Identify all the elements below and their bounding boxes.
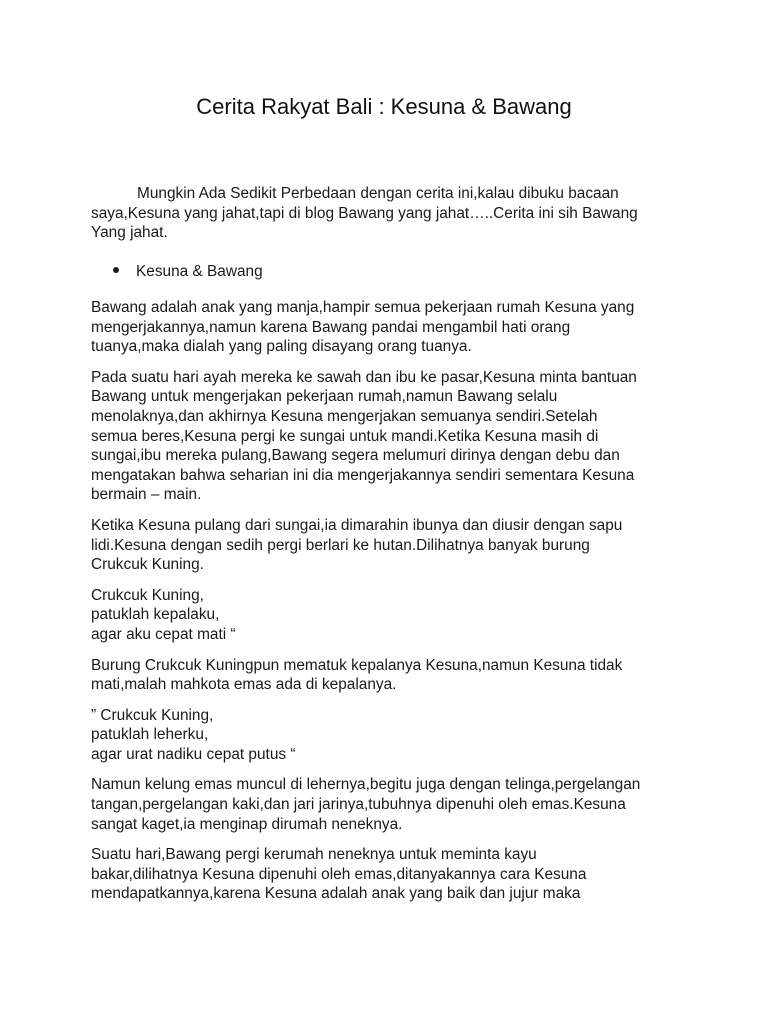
text-line: Ketika Kesuna pulang dari sungai,ia dimarahin ibunya dan diusir dengan sapu bbox=[91, 516, 623, 534]
text-line: lidi.Kesuna dengan sedih pergi berlari ke hutan.Dilihatnya banyak burung bbox=[91, 536, 590, 554]
paragraph bbox=[91, 368, 691, 505]
text-line: mendapatkannya,karena Kesuna adalah anak yang baik dan jujur maka bbox=[91, 885, 581, 903]
paragraph bbox=[91, 656, 691, 695]
text-line: mengerjakannya,namun karena Bawang pandai mengambil hati orang bbox=[91, 318, 571, 336]
text-line: mengatakan bahwa seharian ini dia mengerjakannya sendiri sementara Kesuna bbox=[91, 466, 635, 484]
intro-paragraph bbox=[91, 184, 691, 243]
text-line: bermain – main. bbox=[91, 486, 202, 504]
text-line: sangat kaget,ia menginap dirumah neneknya. bbox=[91, 815, 403, 833]
text-line: patuklah kepalaku, bbox=[91, 606, 220, 624]
paragraph bbox=[91, 516, 691, 575]
text-line: Burung Crukcuk Kuningpun mematuk kepalanya Kesuna,namun Kesuna tidak bbox=[91, 656, 623, 674]
text-line: sungai,ibu mereka pulang,Bawang segera melumuri dirinya dengan debu dan bbox=[91, 447, 620, 465]
text-line: tuanya,maka dialah yang paling disayang orang tuanya. bbox=[91, 338, 472, 356]
text-line: patuklah leherku, bbox=[91, 726, 209, 744]
bullet-dot-icon bbox=[113, 267, 119, 273]
text-line: Crukcuk Kuning, bbox=[91, 586, 204, 604]
text-line: Crukcuk Kuning. bbox=[91, 556, 204, 574]
document-title: Cerita Rakyat Bali : Kesuna & Bawang bbox=[196, 94, 572, 119]
intro-line: Mungkin Ada Sedikit Perbedaan dengan cerita ini,kalau dibuku bacaan bbox=[137, 185, 619, 202]
text-line: ” Crukcuk Kuning, bbox=[91, 706, 214, 724]
text-line: semua beres,Kesuna pergi ke sungai untuk mandi.Ketika Kesuna masih di bbox=[91, 427, 599, 445]
text-line: agar urat nadiku cepat putus “ bbox=[91, 745, 296, 763]
verse bbox=[91, 586, 691, 645]
text-line: agar aku cepat mati “ bbox=[91, 625, 236, 643]
paragraph bbox=[91, 298, 691, 357]
paragraph bbox=[91, 845, 691, 904]
text-line: menolaknya,dan akhirnya Kesuna mengerjakan semuanya sendiri.Setelah bbox=[91, 407, 598, 425]
intro-line: Yang jahat. bbox=[91, 224, 168, 242]
story-body bbox=[91, 298, 691, 915]
text-line: tangan,pergelangan kaki,dan jari jarinya,tubuhnya dipenuhi oleh emas.Kesuna bbox=[91, 796, 626, 814]
text-line: Bawang adalah anak yang manja,hampir semua pekerjaan rumah Kesuna yang bbox=[91, 299, 635, 316]
paragraph bbox=[91, 775, 691, 834]
text-line: mati,malah mahkota emas ada di kepalanya. bbox=[91, 676, 397, 694]
text-line: bakar,dilihatnya Kesuna dipenuhi oleh emas,ditanyakannya cara Kesuna bbox=[91, 865, 587, 883]
verse bbox=[91, 706, 691, 765]
intro-line: saya,Kesuna yang jahat,tapi di blog Bawang yang jahat…..Cerita ini sih Bawang bbox=[91, 204, 638, 222]
text-line: Suatu hari,Bawang pergi kerumah neneknya untuk meminta kayu bbox=[91, 846, 537, 864]
text-line: Namun kelung emas muncul di lehernya,begitu juga dengan telinga,pergelangan bbox=[91, 776, 641, 794]
bullet-item bbox=[113, 262, 263, 282]
text-line: Bawang untuk mengerjakan pekerjaan rumah,namun Bawang selalu bbox=[91, 388, 558, 406]
bullet-label: Kesuna & Bawang bbox=[136, 263, 263, 280]
text-line: Pada suatu hari ayah mereka ke sawah dan ibu ke pasar,Kesuna minta bantuan bbox=[91, 368, 637, 386]
